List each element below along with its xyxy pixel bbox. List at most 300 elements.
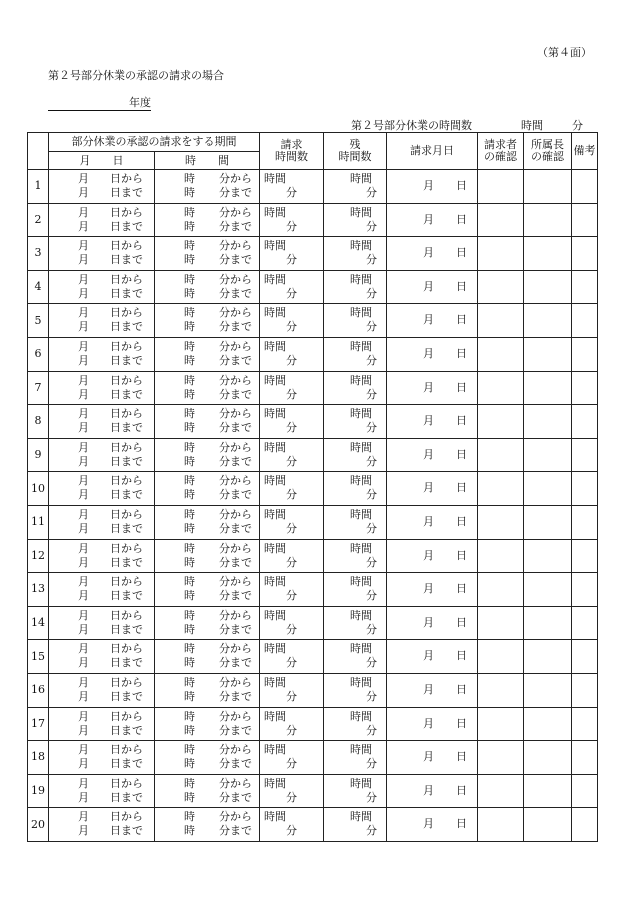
requester-confirm-cell[interactable] [478,472,524,506]
day-to-label: 日まで [110,622,143,636]
time-cell[interactable] [155,203,260,237]
minutes-label: 分 [286,656,297,670]
request-hours-cell[interactable] [260,438,324,472]
time-cell[interactable] [155,606,260,640]
request-date-cell[interactable] [387,405,478,439]
remarks-cell[interactable] [572,371,598,405]
director-confirm-cell[interactable] [524,237,572,271]
hours-label: 時間 [264,272,286,286]
month-label: 月 [78,339,89,353]
req-day-label: 日 [456,649,467,663]
req-month-label: 月 [423,783,434,797]
request-hours-cell[interactable] [260,640,324,674]
min-to-label: 分まで [219,689,252,703]
row-number: 11 [28,505,49,539]
hour-label: 時 [184,723,195,737]
remaining-hours-cell[interactable] [324,270,387,304]
request-date-cell[interactable] [387,438,478,472]
remaining-hours-cell[interactable] [324,371,387,405]
director-confirm-cell[interactable] [524,270,572,304]
remarks-cell[interactable] [572,673,598,707]
req-month-label: 月 [423,682,434,696]
request-hours-cell[interactable] [260,304,324,338]
remarks-cell[interactable] [572,472,598,506]
month-label: 月 [78,723,89,737]
min-to-label: 分まで [219,387,252,401]
remarks-cell[interactable] [572,707,598,741]
time-cell[interactable] [155,170,260,204]
row-number: 1 [28,170,49,204]
time-cell[interactable] [155,505,260,539]
hours-label: 時間 [264,474,286,488]
director-confirm-cell[interactable] [524,707,572,741]
table-row [28,270,598,304]
request-date-cell[interactable] [387,741,478,775]
request-hours-cell[interactable] [260,371,324,405]
month-day-cell[interactable] [49,405,155,439]
director-confirm-cell[interactable] [524,606,572,640]
min-to-label: 分まで [219,656,252,670]
minutes-label: 分 [366,689,377,703]
month-label: 月 [78,407,89,421]
director-confirm-cell[interactable] [524,640,572,674]
day-from-label: 日から [110,339,143,353]
hour-label: 時 [184,373,195,387]
request-hours-cell[interactable] [260,170,324,204]
director-confirm-cell[interactable] [524,304,572,338]
request-hours-cell[interactable] [260,741,324,775]
request-hours-cell[interactable] [260,337,324,371]
min-to-label: 分まで [219,421,252,435]
director-confirm-cell[interactable] [524,573,572,607]
requester-confirm-cell[interactable] [478,707,524,741]
request-date-cell[interactable] [387,337,478,371]
time-cell[interactable] [155,774,260,808]
day-to-label: 日まで [110,387,143,401]
requester-confirm-cell[interactable] [478,203,524,237]
req-month-label: 月 [423,548,434,562]
table-row [28,505,598,539]
min-from-label: 分から [219,339,252,353]
time-cell[interactable] [155,707,260,741]
time-cell[interactable] [155,371,260,405]
table-row [28,237,598,271]
director-confirm-cell[interactable] [524,371,572,405]
remarks-cell[interactable] [572,438,598,472]
remarks-cell[interactable] [572,170,598,204]
minutes-label: 分 [366,656,377,670]
month-label: 月 [78,421,89,435]
hours-label: 時間 [350,272,372,286]
min-to-label: 分まで [219,253,252,267]
month-day-cell[interactable] [49,438,155,472]
min-from-label: 分から [219,440,252,454]
day-from-label: 日から [110,239,143,253]
time-cell[interactable] [155,573,260,607]
requester-confirm-cell[interactable] [478,270,524,304]
min-to-label: 分まで [219,622,252,636]
minutes-label: 分 [286,286,297,300]
minutes-label: 分 [366,454,377,468]
minutes-label: 分 [366,723,377,737]
remarks-cell[interactable] [572,573,598,607]
day-to-label: 日まで [110,253,143,267]
request-hours-cell[interactable] [260,774,324,808]
director-confirm-cell[interactable] [524,472,572,506]
requester-confirm-cell[interactable] [478,304,524,338]
req-month-label: 月 [423,447,434,461]
table-row [28,405,598,439]
minutes-label: 分 [286,790,297,804]
day-to-label: 日まで [110,186,143,199]
minutes-label: 分 [366,219,377,233]
request-date-cell[interactable] [387,707,478,741]
table-row [28,337,598,371]
minutes-label: 分 [286,689,297,703]
hours-label: 時間 [264,205,286,219]
request-hours-cell[interactable] [260,673,324,707]
day-from-label: 日から [110,440,143,454]
hour-label: 時 [184,790,195,804]
month-day-header: 月 日 [49,152,155,170]
hours-label: 時間 [264,239,286,253]
request-date-cell[interactable] [387,505,478,539]
request-date-cell[interactable] [387,237,478,271]
min-from-label: 分から [219,239,252,253]
remarks-cell[interactable] [572,539,598,573]
remaining-hours-cell[interactable] [324,640,387,674]
time-cell[interactable] [155,640,260,674]
remaining-hours-cell[interactable] [324,170,387,204]
day-to-label: 日まで [110,757,143,771]
time-cell[interactable] [155,270,260,304]
request-hours-cell[interactable] [260,505,324,539]
remarks-cell[interactable] [572,405,598,439]
director-confirm-cell[interactable] [524,170,572,204]
min-from-label: 分から [219,575,252,589]
month-day-cell[interactable] [49,741,155,775]
hour-label: 時 [184,824,195,838]
req-month-label: 月 [423,582,434,596]
req-day-label: 日 [456,682,467,696]
hours-label: 時間 [264,440,286,454]
table-row [28,472,598,506]
request-date-cell[interactable] [387,472,478,506]
hour-label: 時 [184,656,195,670]
request-hours-cell[interactable] [260,606,324,640]
page-number-label: （第４面） [537,46,592,59]
remaining-hours-cell[interactable] [324,337,387,371]
minutes-label: 分 [286,488,297,502]
req-month-label: 月 [423,716,434,730]
director-confirm-cell[interactable] [524,438,572,472]
director-confirm-cell[interactable] [524,774,572,808]
min-to-label: 分まで [219,353,252,367]
table-row [28,808,598,842]
day-from-label: 日から [110,675,143,689]
month-label: 月 [78,219,89,233]
request-hours-cell[interactable] [260,237,324,271]
min-from-label: 分から [219,743,252,757]
min-to-label: 分まで [219,790,252,804]
month-label: 月 [78,541,89,555]
time-cell[interactable] [155,304,260,338]
month-day-cell[interactable] [49,673,155,707]
minutes-label: 分 [366,824,377,838]
month-day-cell[interactable] [49,170,155,204]
request-date-cell[interactable] [387,606,478,640]
month-label: 月 [78,186,89,199]
requester-confirm-cell[interactable] [478,237,524,271]
requester-confirm-cell[interactable] [478,606,524,640]
day-to-label: 日まで [110,824,143,838]
remarks-cell[interactable] [572,808,598,842]
request-hours-cell[interactable] [260,203,324,237]
hour-label: 時 [184,339,195,353]
director-confirm-header: 所属長 の確認 [524,133,572,170]
req-day-label: 日 [456,346,467,360]
requester-confirm-cell[interactable] [478,808,524,842]
director-confirm-cell[interactable] [524,505,572,539]
director-confirm-cell[interactable] [524,405,572,439]
requester-confirm-cell[interactable] [478,573,524,607]
requester-confirm-cell[interactable] [478,438,524,472]
time-cell[interactable] [155,405,260,439]
director-confirm-cell[interactable] [524,673,572,707]
remarks-cell[interactable] [572,237,598,271]
req-month-label: 月 [423,481,434,495]
month-day-cell[interactable] [49,304,155,338]
req-month-label: 月 [423,179,434,192]
minutes-label: 分 [286,320,297,334]
month-day-cell[interactable] [49,640,155,674]
month-day-cell[interactable] [49,203,155,237]
month-day-cell[interactable] [49,472,155,506]
hours-label: 時間 [350,474,372,488]
requester-confirm-cell[interactable] [478,405,524,439]
director-confirm-cell[interactable] [524,741,572,775]
min-to-label: 分まで [219,589,252,603]
month-day-cell[interactable] [49,606,155,640]
time-cell[interactable] [155,337,260,371]
director-confirm-cell[interactable] [524,203,572,237]
row-number: 19 [28,774,49,808]
requester-confirm-cell[interactable] [478,673,524,707]
month-day-cell[interactable] [49,707,155,741]
day-from-label: 日から [110,407,143,421]
minutes-label: 分 [286,186,297,199]
requester-confirm-cell[interactable] [478,640,524,674]
month-day-cell[interactable] [49,774,155,808]
director-confirm-cell[interactable] [524,337,572,371]
remaining-hours-cell[interactable] [324,808,387,842]
month-day-cell[interactable] [49,505,155,539]
hours-label: 時間 [264,306,286,320]
remarks-cell[interactable] [572,304,598,338]
req-day-label: 日 [456,380,467,394]
remaining-hours-cell[interactable] [324,438,387,472]
hours-label: 時間 [350,642,372,656]
month-label: 月 [78,272,89,286]
requester-confirm-cell[interactable] [478,539,524,573]
hour-label: 時 [184,488,195,502]
row-number: 15 [28,640,49,674]
time-cell[interactable] [155,237,260,271]
hour-label: 時 [184,353,195,367]
minutes-label: 分 [366,622,377,636]
hour-label: 時 [184,642,195,656]
remaining-hours-cell[interactable] [324,741,387,775]
remaining-hours-cell[interactable] [324,472,387,506]
day-from-label: 日から [110,541,143,555]
month-label: 月 [78,824,89,838]
hours-label: 時間 [350,373,372,387]
time-cell[interactable] [155,808,260,842]
total-hours-unit: 時間 [521,119,543,132]
hour-label: 時 [184,575,195,589]
month-day-cell[interactable] [49,371,155,405]
day-from-label: 日から [110,205,143,219]
req-day-label: 日 [456,716,467,730]
request-date-cell[interactable] [387,270,478,304]
hour-label: 時 [184,541,195,555]
row-number: 8 [28,405,49,439]
remaining-hours-cell[interactable] [324,539,387,573]
request-date-cell[interactable] [387,371,478,405]
request-date-cell[interactable] [387,203,478,237]
remarks-cell[interactable] [572,774,598,808]
req-day-label: 日 [456,179,467,192]
requester-confirm-cell[interactable] [478,774,524,808]
month-day-cell[interactable] [49,808,155,842]
month-day-cell[interactable] [49,270,155,304]
request-hours-header: 請求 時間数 [260,133,324,170]
table-row [28,304,598,338]
month-label: 月 [78,656,89,670]
day-to-label: 日まで [110,790,143,804]
remaining-hours-cell[interactable] [324,505,387,539]
min-to-label: 分まで [219,521,252,535]
remaining-hours-cell[interactable] [324,774,387,808]
month-day-cell[interactable] [49,539,155,573]
minutes-label: 分 [286,421,297,435]
remarks-cell[interactable] [572,741,598,775]
minutes-label: 分 [286,723,297,737]
hour-label: 時 [184,474,195,488]
request-date-cell[interactable] [387,170,478,204]
table-row [28,371,598,405]
request-date-cell[interactable] [387,573,478,607]
time-cell[interactable] [155,741,260,775]
day-to-label: 日まで [110,488,143,502]
minutes-label: 分 [286,253,297,267]
requester-confirm-cell[interactable] [478,741,524,775]
remarks-cell[interactable] [572,505,598,539]
request-date-cell[interactable] [387,808,478,842]
remaining-hours-cell[interactable] [324,304,387,338]
remarks-cell[interactable] [572,606,598,640]
remarks-cell[interactable] [572,203,598,237]
month-day-cell[interactable] [49,573,155,607]
table-row [28,673,598,707]
row-number: 4 [28,270,49,304]
request-date-cell[interactable] [387,304,478,338]
request-date-cell[interactable] [387,640,478,674]
hour-label: 時 [184,219,195,233]
remarks-cell[interactable] [572,640,598,674]
minutes-label: 分 [366,589,377,603]
time-cell[interactable] [155,673,260,707]
request-hours-cell[interactable] [260,539,324,573]
request-hours-cell[interactable] [260,405,324,439]
remaining-hours-cell[interactable] [324,237,387,271]
month-label: 月 [78,689,89,703]
time-cell[interactable] [155,438,260,472]
hours-label: 時間 [350,205,372,219]
month-label: 月 [78,474,89,488]
time-cell[interactable] [155,539,260,573]
month-day-cell[interactable] [49,337,155,371]
remaining-hours-cell[interactable] [324,606,387,640]
time-cell[interactable] [155,472,260,506]
row-number: 9 [28,438,49,472]
hours-label: 時間 [264,541,286,555]
remarks-cell[interactable] [572,337,598,371]
requester-confirm-cell[interactable] [478,371,524,405]
minutes-label: 分 [286,824,297,838]
request-hours-cell[interactable] [260,270,324,304]
request-date-cell[interactable] [387,539,478,573]
fiscal-year-field[interactable] [48,96,151,111]
director-confirm-cell[interactable] [524,808,572,842]
remaining-hours-cell[interactable] [324,573,387,607]
hours-label: 時間 [264,709,286,723]
row-number: 7 [28,371,49,405]
table-row [28,539,598,573]
month-label: 月 [78,608,89,622]
request-hours-cell[interactable] [260,472,324,506]
month-label: 月 [78,743,89,757]
requester-confirm-cell[interactable] [478,505,524,539]
request-hours-cell[interactable] [260,808,324,842]
hour-label: 時 [184,421,195,435]
hours-label: 時間 [350,407,372,421]
hour-label: 時 [184,521,195,535]
request-hours-cell[interactable] [260,573,324,607]
remaining-hours-cell[interactable] [324,707,387,741]
month-label: 月 [78,172,89,185]
request-hours-cell[interactable] [260,707,324,741]
req-day-label: 日 [456,582,467,596]
day-to-label: 日まで [110,421,143,435]
remarks-cell[interactable] [572,270,598,304]
hour-label: 時 [184,608,195,622]
month-day-cell[interactable] [49,237,155,271]
request-date-cell[interactable] [387,673,478,707]
fiscal-year-label: 年度 [129,96,151,109]
requester-confirm-cell[interactable] [478,170,524,204]
minutes-label: 分 [286,387,297,401]
remaining-hours-cell[interactable] [324,203,387,237]
row-number: 2 [28,203,49,237]
requester-confirm-cell[interactable] [478,337,524,371]
hour-label: 時 [184,454,195,468]
request-date-cell[interactable] [387,774,478,808]
min-from-label: 分から [219,608,252,622]
remaining-hours-cell[interactable] [324,405,387,439]
director-confirm-cell[interactable] [524,539,572,573]
remaining-hours-cell[interactable] [324,673,387,707]
